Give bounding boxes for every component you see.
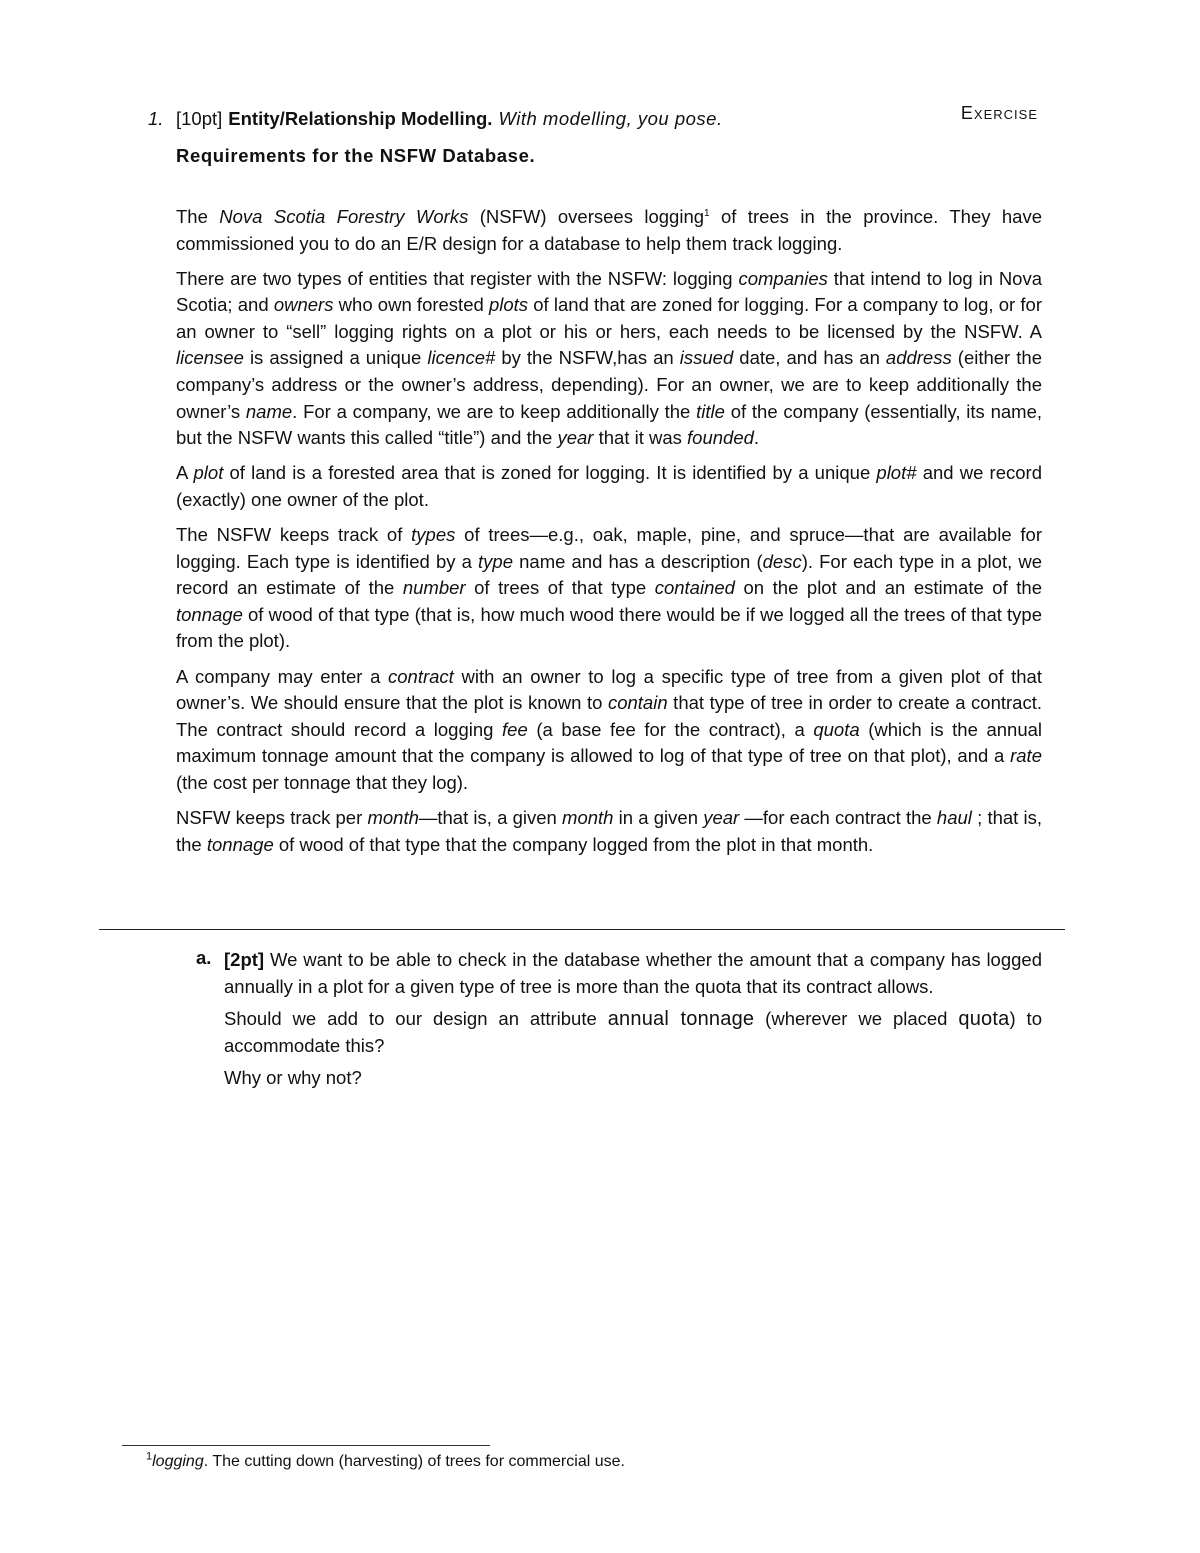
footnote-reference: 1 <box>704 207 710 219</box>
paragraph-plot: A plot of land is a forested area that is zoned for logging. It is identified by a unique plot# and we record (exactly) one owner of the plot. <box>176 462 1042 510</box>
exercise-label: Exercise <box>960 103 1038 123</box>
paragraph-types: The NSFW keeps track of types of trees—e.g., oak, maple, pine, and spruce—that are available for logging. Each type is identified by a type name and has a description (desc). For each type in a plot, we record an estimate of the number of trees of that type contained on the plot and an estimate of the tonnage of wood of that type (that is, how much wood there would be if we logged all the trees of that type from the plot). <box>176 524 1043 652</box>
section-divider <box>99 929 1065 930</box>
question-heading <box>176 108 876 130</box>
paragraph-contract: A company may enter a contract with an owner to log a specific type of tree from a given plot of that owner’s. We should ensure that the plot is known to contain that type of tree in order to create a contract. The contract should record a logging fee (a base fee for the contract), a quota (which is the annual maximum tonnage amount that the company is allowed to log of that type of tree on that plot), and a rate (the cost per tonnage that they log). <box>176 665 1043 793</box>
footnote <box>146 1450 625 1471</box>
paragraph-intro: The Nova Scotia Forestry Works (NSFW) oversees logging$^1$ of trees in the province. They have commissioned you to do an E/R design for a database to help them track logging. <box>176 206 1042 254</box>
paragraph-haul: NSFW keeps track per month—that is, a given month in a given year —for each contract the haul ; that is, the tonnage of wood of that type that the company logged from the plot in that month. <box>176 806 1042 855</box>
footnote-term: logging <box>152 1453 204 1470</box>
subquestion-question: Should we add to our design an attribute annual tonnage (wherever we placed quota) to accommodate this? <box>224 1008 1042 1056</box>
subquestion-letter: a. <box>196 947 212 968</box>
requirements-title: Requirements for the NSFW Database. <box>176 145 536 166</box>
subquestion-why: Why or why not? <box>224 1067 362 1089</box>
subquestion-body <box>224 947 1042 1098</box>
question-marks: [10pt] <box>176 108 223 129</box>
question-topic: Entity/Relationship Modelling. <box>228 108 493 129</box>
requirements-body <box>176 204 1042 867</box>
footnote-text: . The cutting down (harvesting) of trees for commercial use. <box>203 1453 625 1470</box>
footnote-mark: 1 <box>146 1450 153 1463</box>
question-motto: With modelling, you pose. <box>498 108 723 129</box>
question-number: 1. <box>148 108 164 129</box>
footnote-rule <box>122 1445 490 1446</box>
subquestion-marks: [2pt] <box>224 949 265 970</box>
paragraph-entities: There are two types of entities that register with the NSFW: logging companies that intend to log in Nova Scotia; and owners who own forested plots of land that are zoned for logging. For a company to log, or for an owner to “sell” logging rights on a plot or his or hers, each needs to be licensed by the NSFW. A licensee is assigned a unique licence# by the NSFW,has an issued date, and has an address (either the company’s address or the owner’s address, depending). For an owner, we are to keep additionally the owner’s name. For a company, we are to keep additionally the title of the company (essentially, its name, but the NSFW wants this called “title”) and the year that it was founded. <box>176 267 1043 449</box>
subquestion-prompt: [2pt] We want to be able to check in the database whether the amount that a company has logged annually in a plot for a given type of tree is more than the quota that its contract allows. <box>224 949 1042 997</box>
